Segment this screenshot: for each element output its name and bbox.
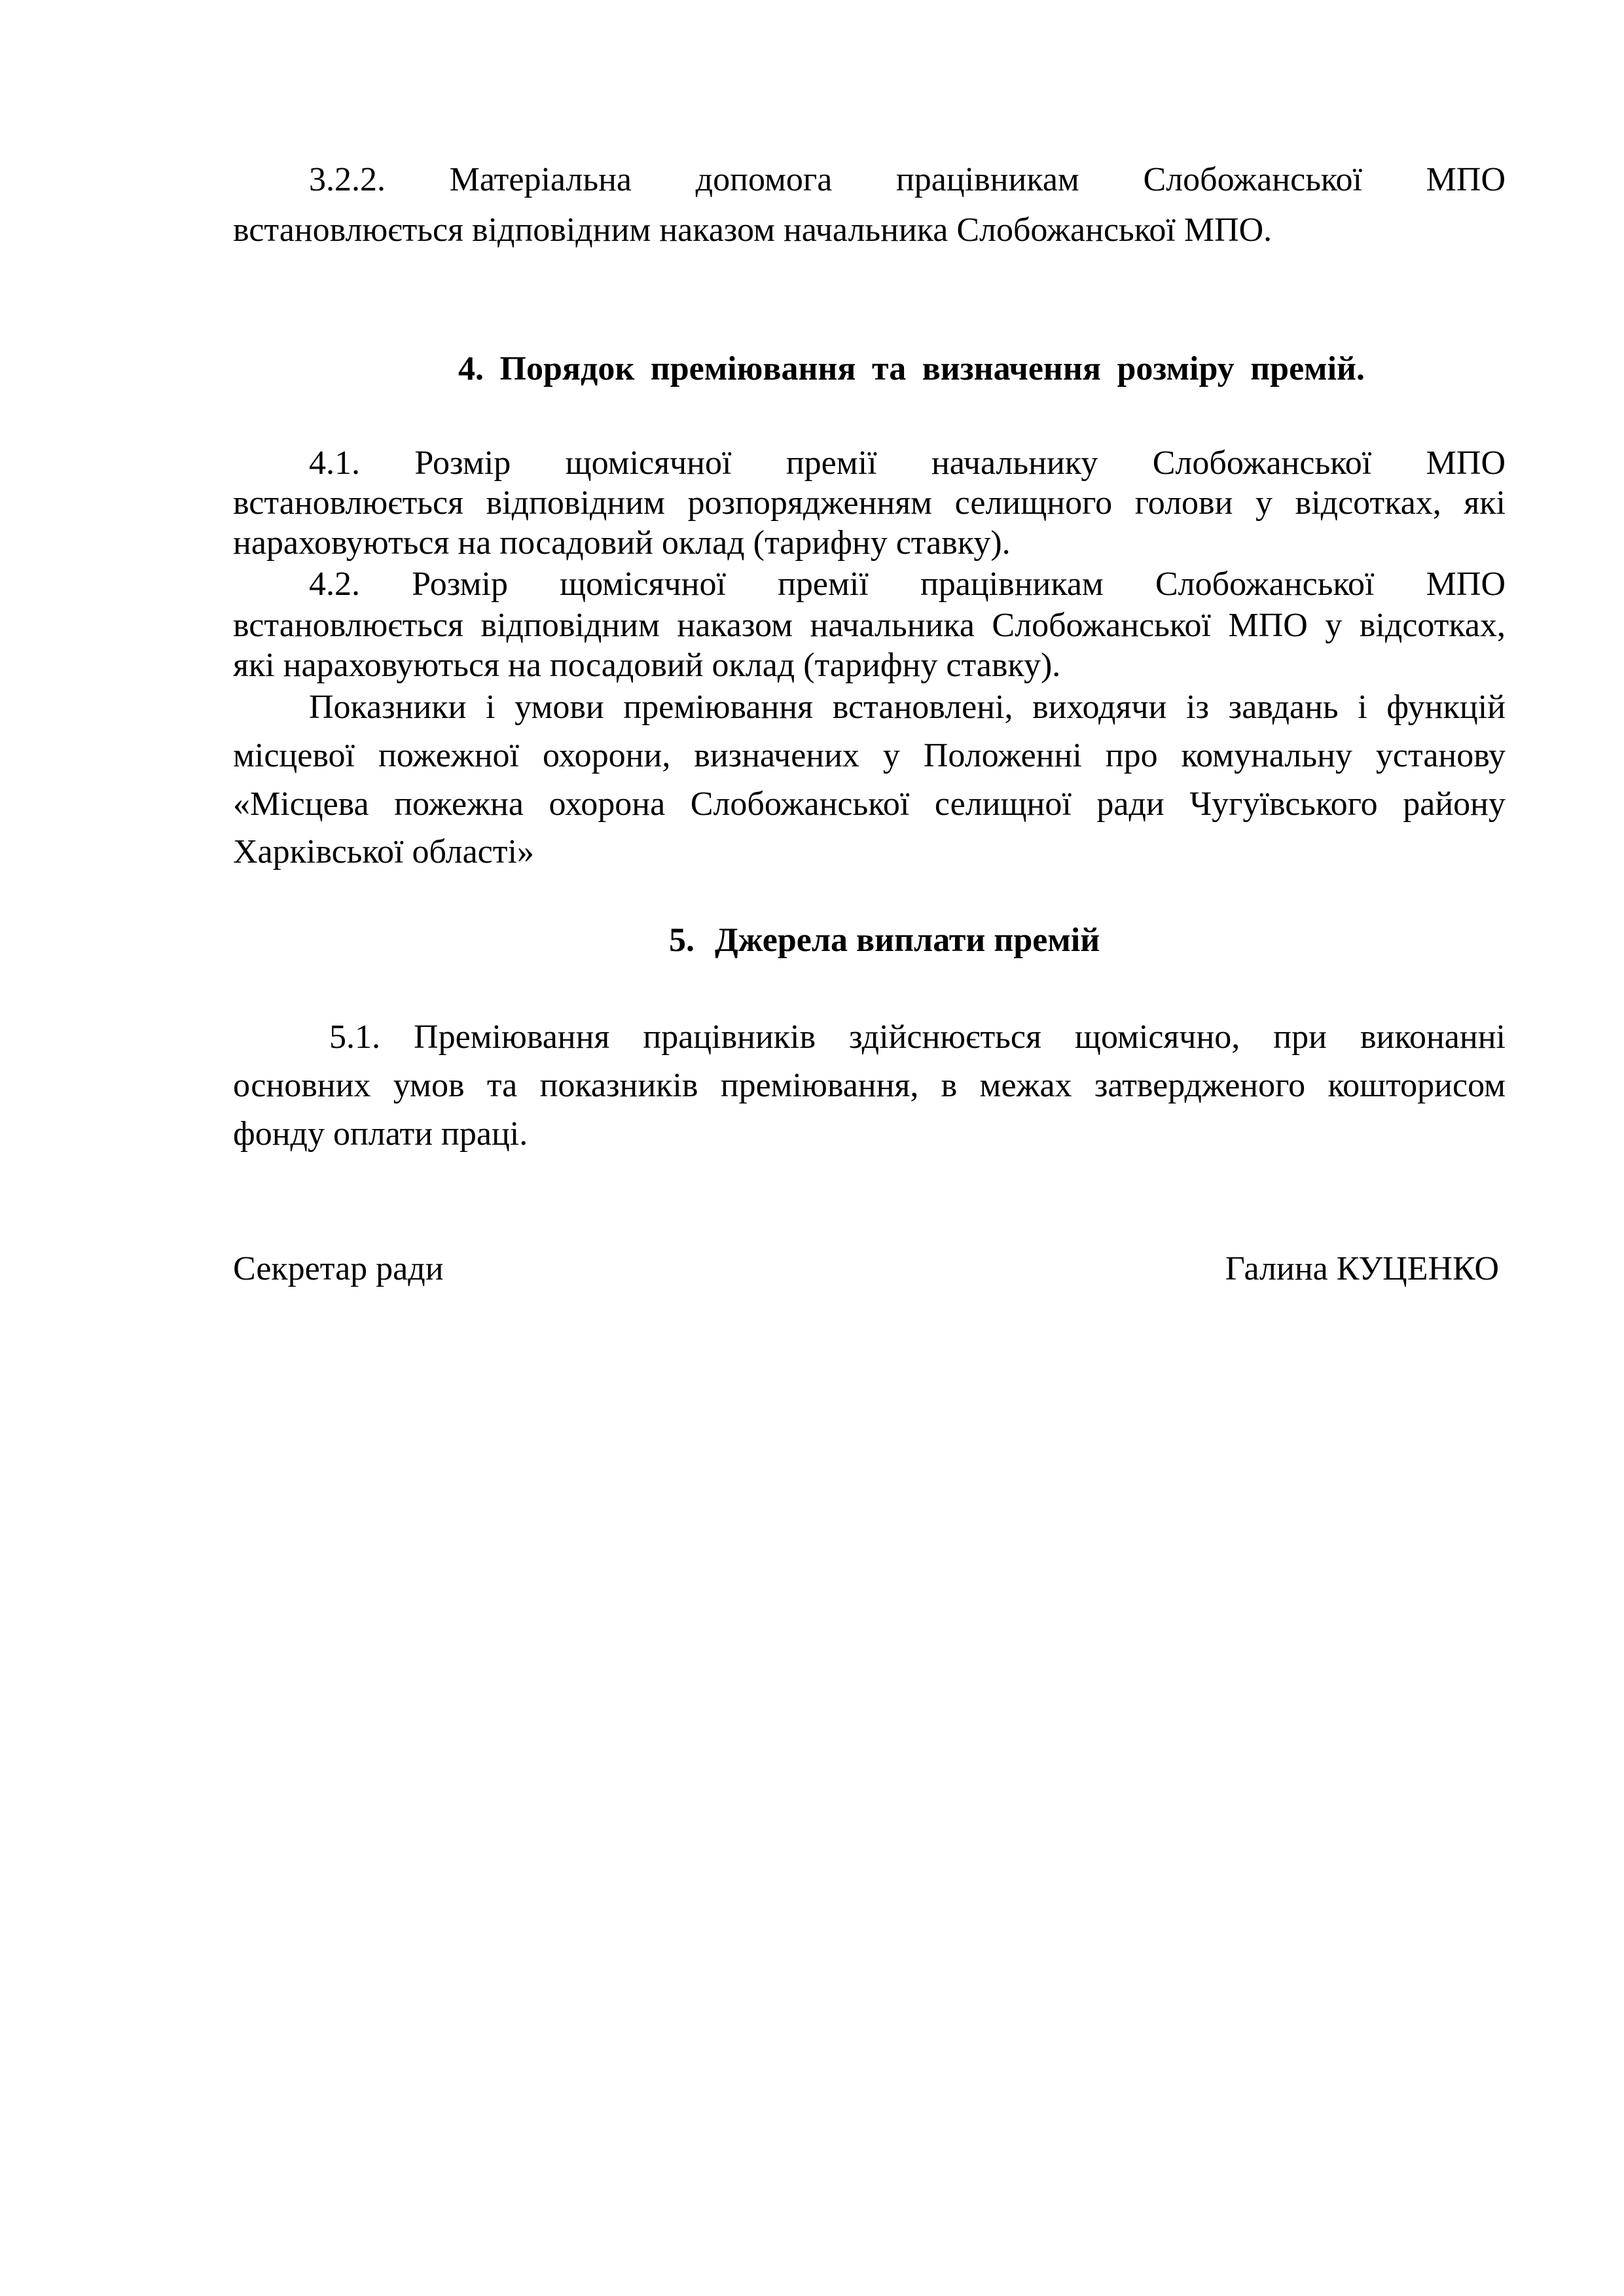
signature-title: Секретар ради xyxy=(233,1250,444,1287)
paragraph-indicators-line-4: Харківської області» xyxy=(233,833,534,870)
paragraph-indicators-line-3: «Місцева пожежна охорона Слобожанської селищної ради Чугуївського району xyxy=(233,785,1506,823)
paragraph-4-1-line-1: 4.1. Розмір щомісячної премії начальнику Слобожанської МПО xyxy=(309,444,1506,482)
paragraph-5-1-line-2: основних умов та показників преміювання, в межах затвердженого кошторисом xyxy=(233,1067,1506,1104)
signature-name: Галина КУЦЕНКО xyxy=(1225,1250,1499,1287)
section-5-title: Джерела виплати премій xyxy=(715,922,1100,959)
section-4-heading: 4. Порядок преміювання та визначення розміру премій. xyxy=(458,350,1365,387)
section-5-heading xyxy=(669,920,1100,961)
paragraph-4-2-line-2: встановлюється відповідним наказом начальника Слобожанської МПО у відсотках, xyxy=(233,607,1506,644)
paragraph-5-1-line-1: 5.1. Преміювання працівників здійснюється щомісячно, при виконанні xyxy=(329,1018,1506,1056)
paragraph-indicators-line-2: місцевої пожежної охорони, визначених у Положенні про комунальну установу xyxy=(233,737,1506,774)
paragraph-3-2-2-line-2: встановлюється відповідним наказом начальника Слобожанської МПО. xyxy=(233,211,1272,249)
section-5-number: 5. xyxy=(669,922,695,959)
paragraph-4-1-line-2: встановлюється відповідним розпорядженням селищного голови у відсотках, які xyxy=(233,484,1506,522)
paragraph-5-1-line-3: фонду оплати праці. xyxy=(233,1115,528,1153)
paragraph-4-1-line-3: нараховуються на посадовий оклад (тарифну ставку). xyxy=(233,524,1011,562)
paragraph-3-2-2-line-1: 3.2.2. Матеріальна допомога працівникам Слобожанської МПО xyxy=(309,161,1506,198)
paragraph-indicators-line-1: Показники і умови преміювання встановлені, виходячи із завдань і функцій xyxy=(309,689,1506,726)
paragraph-4-2-line-3: які нараховуються на посадовий оклад (тарифну ставку). xyxy=(233,647,1061,684)
paragraph-4-2-line-1: 4.2. Розмір щомісячної премії працівникам Слобожанської МПО xyxy=(309,565,1506,603)
